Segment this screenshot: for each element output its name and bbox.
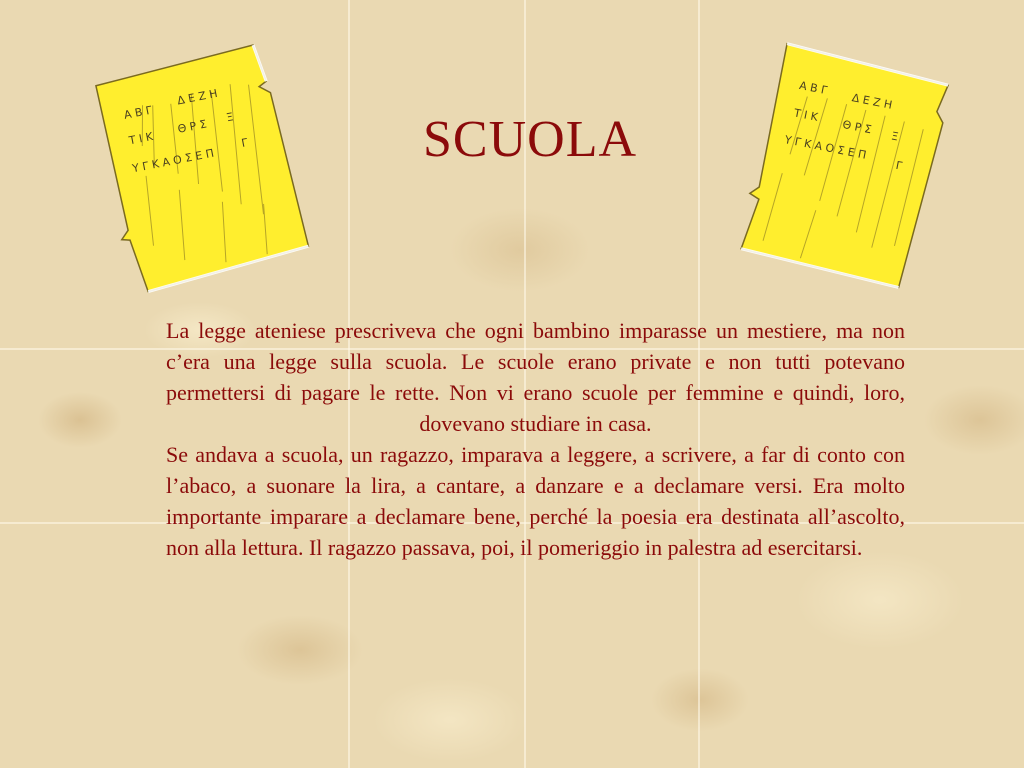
paragraph: La legge ateniese prescriveva che ogni bambino imparasse un mestiere, ma non c’era una legge sulla scuola. Le scuole erano private e non tutti potevano permettersi di pagare le rette. Non vi erano scuole per femmine e quindi, loro, dovevano studiare in casa.	[166, 318, 905, 436]
svg-text:Α Β Γ: Α Β Γ	[798, 78, 829, 98]
svg-text:Δ Ε Ζ Η: Δ Ε Ζ Η	[176, 86, 219, 108]
svg-text:Γ: Γ	[894, 158, 904, 173]
slide-title: SCUOLA	[422, 111, 638, 168]
writing-tablet-image-right	[735, 35, 955, 295]
svg-text:Ξ: Ξ	[225, 110, 235, 125]
svg-text:Δ Ε Ζ Η: Δ Ε Ζ Η	[850, 91, 894, 112]
svg-text:Τ Ι Κ: Τ Ι Κ	[127, 129, 155, 148]
svg-text:Υ Γ Κ Α Ο Σ Ε Π: Υ Γ Κ Α Ο Σ Ε Π	[783, 133, 868, 162]
svg-text:Γ: Γ	[240, 135, 249, 150]
svg-text:Α Β Γ: Α Β Γ	[122, 103, 154, 122]
svg-text:Θ Ρ Σ: Θ Ρ Σ	[841, 117, 873, 137]
svg-text:Υ Γ Κ Α Ο Σ Ε Π: Υ Γ Κ Α Ο Σ Ε Π	[131, 146, 216, 176]
svg-text:Τ Ι Κ: Τ Ι Κ	[792, 106, 819, 124]
paragraph: Se andava a scuola, un ragazzo, imparava a leggere, a scrivere, a far di conto con l’abaco, a suonare la lira, a cantare, a danzare e a declamare versi. Era molto importante imparare a declamare bene, perché la poesia era destinata all’ascolto, non alla lettura. Il ragazzo passava, poi, il pomeriggio in palestra ad esercitarsi.	[166, 442, 905, 560]
writing-tablet-image-left	[95, 35, 310, 295]
svg-text:Ξ: Ξ	[890, 129, 900, 144]
svg-text:Θ Ρ Σ: Θ Ρ Σ	[176, 117, 208, 136]
slide-body	[166, 315, 905, 563]
